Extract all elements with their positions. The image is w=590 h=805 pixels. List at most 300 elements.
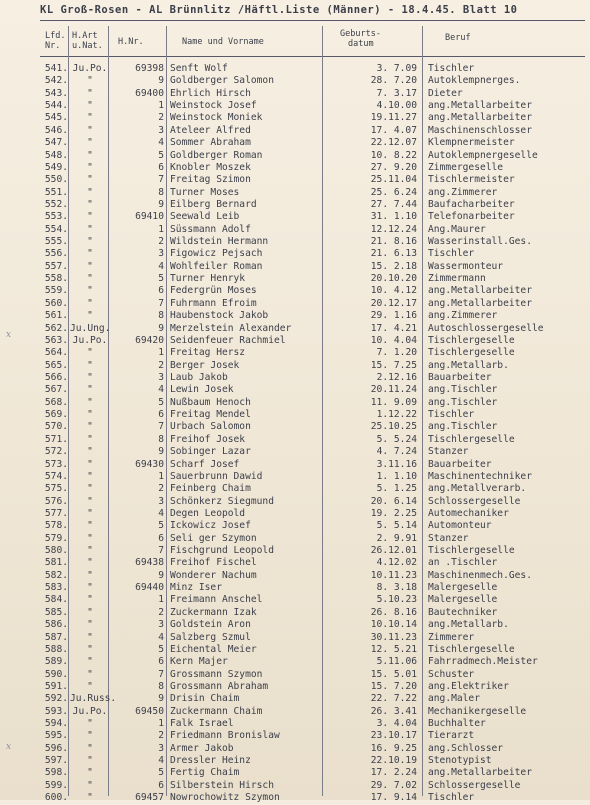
page-title: KL Groß-Rosen - AL Brünnlitz /Häftl.Liste (Männer) - 18.4.45. Blatt 10	[40, 4, 518, 16]
row-birthdate: 12. 5.21	[370, 643, 417, 655]
table-row	[0, 137, 590, 149]
row-number: 592.	[44, 693, 68, 705]
row-birthdate: 10. 8.22	[370, 149, 417, 161]
row-nationality: "	[87, 767, 93, 779]
row-nationality: "	[87, 124, 93, 136]
row-nationality: "	[87, 779, 93, 791]
row-number: 565.	[44, 359, 68, 371]
row-birthdate: 20.11.24	[370, 384, 417, 396]
row-prisoner-number: 1	[158, 470, 164, 482]
row-occupation: Autoschlossergeselle	[428, 322, 544, 334]
margin-mark: x	[6, 742, 12, 752]
row-nationality: "	[87, 137, 93, 149]
row-birthdate: 15. 2.18	[370, 260, 417, 272]
row-number: 586.	[44, 619, 68, 631]
row-number: 597.	[44, 755, 68, 767]
row-name: Eichental Meier	[170, 643, 257, 655]
row-occupation: Zimmerer	[428, 631, 475, 643]
row-number: 549.	[44, 161, 68, 173]
row-nationality: "	[87, 495, 93, 507]
row-birthdate: 5. 1.25	[376, 483, 417, 495]
row-birthdate: 25.11.04	[370, 174, 417, 186]
row-number: 590.	[44, 668, 68, 680]
table-row	[0, 174, 590, 186]
row-birthdate: 5.10.23	[376, 594, 417, 606]
table-row	[0, 743, 590, 755]
row-prisoner-number: 4	[158, 631, 164, 643]
row-prisoner-number: 3	[158, 495, 164, 507]
row-number: 581.	[44, 557, 68, 569]
row-occupation: Tischler	[428, 792, 475, 804]
table-row	[0, 607, 590, 619]
row-birthdate: 28. 7.20	[370, 75, 417, 87]
row-prisoner-number: 69440	[135, 582, 164, 594]
row-name: Laub Jakob	[170, 371, 228, 383]
row-name: Salzberg Szmul	[170, 631, 251, 643]
table-row	[0, 347, 590, 359]
row-nationality: "	[87, 260, 93, 272]
row-occupation: Maschinentechniker	[428, 470, 532, 482]
row-number: 568.	[44, 396, 68, 408]
row-nationality: Ju.Russ.	[70, 693, 117, 705]
row-birthdate: 26. 8.16	[370, 606, 417, 618]
row-birthdate: 15. 5.01	[370, 668, 417, 680]
row-number: 572.	[44, 446, 68, 458]
table-row	[0, 100, 590, 112]
row-prisoner-number: 9	[158, 198, 164, 210]
row-occupation: ang.Maler	[428, 693, 480, 705]
table-row	[0, 706, 590, 718]
prisoner-list	[0, 63, 590, 805]
row-name: Nowrochowitz Szymon	[170, 792, 280, 804]
row-prisoner-number: 6	[158, 161, 164, 173]
table-row	[0, 261, 590, 273]
row-name: Merzelstein Alexander	[170, 322, 292, 334]
table-row	[0, 570, 590, 582]
row-name: Eilberg Bernard	[170, 198, 257, 210]
row-number: 560.	[44, 297, 68, 309]
row-occupation: Tischlergeselle	[428, 347, 515, 359]
row-number: 583.	[44, 582, 68, 594]
row-number: 589.	[44, 656, 68, 668]
row-nationality: Ju.Ung.	[70, 322, 111, 334]
row-number: 570.	[44, 421, 68, 433]
table-row	[0, 199, 590, 211]
row-occupation: ang.Tischler	[428, 384, 498, 396]
row-nationality: "	[87, 458, 93, 470]
row-birthdate: 31. 1.10	[370, 211, 417, 223]
row-nationality: Ju.Po.	[72, 334, 108, 346]
row-name: Ickowicz Josef	[170, 520, 251, 532]
row-name: Freimann Anschel	[170, 594, 263, 606]
row-birthdate: 15. 7.25	[370, 359, 417, 371]
row-name: Fischgrund Leopold	[170, 545, 274, 557]
row-nationality: "	[87, 631, 93, 643]
row-name: Drisin Chaim	[170, 693, 240, 705]
row-number: 557.	[44, 260, 68, 272]
row-occupation: Autoklempnerges.	[428, 75, 521, 87]
row-number: 579.	[44, 532, 68, 544]
row-prisoner-number: 9	[158, 693, 164, 705]
row-birthdate: 23.10.17	[370, 730, 417, 742]
row-prisoner-number: 3	[158, 619, 164, 631]
row-birthdate: 2. 9.91	[376, 532, 417, 544]
header-rule	[40, 56, 585, 57]
row-number: 548.	[44, 149, 68, 161]
row-number: 571.	[44, 433, 68, 445]
row-occupation: Tierarzt	[428, 730, 475, 742]
row-birthdate: 27. 7.44	[370, 198, 417, 210]
row-prisoner-number: 69410	[135, 211, 164, 223]
row-nationality: "	[87, 421, 93, 433]
row-name: Dressler Heinz	[170, 755, 251, 767]
table-row	[0, 471, 590, 483]
row-nationality: "	[87, 409, 93, 421]
row-occupation: ang.Metallarbeiter	[428, 112, 532, 124]
table-row	[0, 273, 590, 285]
row-occupation: Stanzer	[428, 532, 469, 544]
row-birthdate: 25.10.25	[370, 421, 417, 433]
row-name: Turner Moses	[170, 186, 240, 198]
row-name: Figowicz Pejsach	[170, 248, 263, 260]
row-number: 593.	[44, 705, 68, 717]
row-nationality: "	[87, 359, 93, 371]
row-name: Degen Leopold	[170, 507, 246, 519]
row-number: 553.	[44, 211, 68, 223]
table-row	[0, 236, 590, 248]
row-nationality: "	[87, 211, 93, 223]
row-prisoner-number: 3	[158, 742, 164, 754]
row-prisoner-number: 69400	[135, 87, 164, 99]
row-number: 598.	[44, 767, 68, 779]
table-row	[0, 285, 590, 297]
row-prisoner-number: 69457	[135, 792, 164, 804]
row-name: Zuckermann Chaim	[170, 705, 263, 717]
row-birthdate: 15. 7.20	[370, 680, 417, 692]
row-prisoner-number: 69420	[135, 334, 164, 346]
row-nationality: "	[87, 507, 93, 519]
row-birthdate: 8. 3.18	[376, 582, 417, 594]
row-occupation: Tischler	[428, 409, 475, 421]
row-number: 567.	[44, 384, 68, 396]
table-row	[0, 310, 590, 322]
row-birthdate: 3. 4.04	[376, 718, 417, 730]
row-birthdate: 22.12.07	[370, 137, 417, 149]
table-row	[0, 619, 590, 631]
row-nationality: "	[87, 174, 93, 186]
row-prisoner-number: 2	[158, 606, 164, 618]
row-number: 591.	[44, 680, 68, 692]
table-row	[0, 434, 590, 446]
row-prisoner-number: 5	[158, 520, 164, 532]
row-occupation: Stenotypist	[428, 755, 492, 767]
row-prisoner-number: 8	[158, 680, 164, 692]
table-row	[0, 360, 590, 372]
row-birthdate: 3.11.16	[376, 458, 417, 470]
row-nationality: Ju.Po.	[72, 705, 108, 717]
row-name: Sauerbrunn Dawid	[170, 470, 263, 482]
row-name: Wildstein Hermann	[170, 236, 269, 248]
row-birthdate: 26.12.01	[370, 545, 417, 557]
row-nationality: "	[87, 433, 93, 445]
row-name: Freitag Szimon	[170, 174, 251, 186]
row-birthdate: 2.12.16	[376, 371, 417, 383]
row-nationality: "	[87, 384, 93, 396]
row-name: Freihof Fischel	[170, 557, 257, 569]
margin-mark: x	[6, 330, 12, 340]
row-occupation: Tischler	[428, 63, 475, 74]
row-nationality: "	[87, 569, 93, 581]
row-number: 566.	[44, 371, 68, 383]
row-nationality: "	[87, 248, 93, 260]
row-name: Goldstein Aron	[170, 619, 251, 631]
table-row	[0, 125, 590, 137]
row-prisoner-number: 5	[158, 396, 164, 408]
table-row	[0, 792, 590, 804]
row-prisoner-number: 6	[158, 285, 164, 297]
row-name: Friedmann Bronislaw	[170, 730, 280, 742]
row-name: Fuhrmann Efroim	[170, 297, 257, 309]
row-prisoner-number: 3	[158, 248, 164, 260]
row-number: 542.	[44, 75, 68, 87]
row-occupation: ang.Zimmerer	[428, 186, 498, 198]
row-number: 543.	[44, 87, 68, 99]
row-occupation: Mechanikergeselle	[428, 705, 527, 717]
row-birthdate: 25. 6.24	[370, 186, 417, 198]
row-number: 564.	[44, 347, 68, 359]
row-birthdate: 17. 2.24	[370, 767, 417, 779]
table-row	[0, 520, 590, 532]
row-occupation: Dieter	[428, 87, 463, 99]
row-prisoner-number: 69398	[135, 63, 164, 74]
table-row	[0, 669, 590, 681]
row-birthdate: 4. 7.24	[376, 446, 417, 458]
row-number: 544.	[44, 100, 68, 112]
header-name: Name und Vorname	[182, 37, 264, 47]
row-number: 556.	[44, 248, 68, 260]
row-birthdate: 4.12.02	[376, 557, 417, 569]
row-prisoner-number: 1	[158, 594, 164, 606]
table-row	[0, 644, 590, 656]
row-name: Lewin Josek	[170, 384, 234, 396]
row-number: 545.	[44, 112, 68, 124]
row-birthdate: 10. 4.04	[370, 334, 417, 346]
table-row	[0, 323, 590, 335]
row-nationality: "	[87, 532, 93, 544]
row-nationality: "	[87, 347, 93, 359]
row-occupation: Tischlergeselle	[428, 334, 515, 346]
row-occupation: Baufacharbeiter	[428, 198, 515, 210]
row-number: 582.	[44, 569, 68, 581]
row-prisoner-number: 6	[158, 656, 164, 668]
header-beruf: Beruf	[445, 33, 471, 43]
row-prisoner-number: 5	[158, 643, 164, 655]
row-occupation: ang.Tischler	[428, 396, 498, 408]
table-row	[0, 496, 590, 508]
row-prisoner-number: 2	[158, 112, 164, 124]
table-row	[0, 508, 590, 520]
header-datum: datum	[348, 39, 374, 49]
row-name: Nußbaum Henoch	[170, 396, 251, 408]
row-birthdate: 5. 5.24	[376, 433, 417, 445]
table-row	[0, 211, 590, 223]
row-prisoner-number: 5	[158, 767, 164, 779]
row-prisoner-number: 8	[158, 433, 164, 445]
row-nationality: Ju.Po.	[72, 63, 108, 74]
row-number: 552.	[44, 198, 68, 210]
table-row	[0, 483, 590, 495]
row-occupation: Bauarbeiter	[428, 458, 492, 470]
row-number: 595.	[44, 730, 68, 742]
table-row	[0, 421, 590, 433]
row-nationality: "	[87, 730, 93, 742]
row-birthdate: 11. 9.09	[370, 396, 417, 408]
row-birthdate: 29. 7.02	[370, 779, 417, 791]
row-occupation: Wassermonteur	[428, 260, 504, 272]
table-row	[0, 63, 590, 75]
row-occupation: Buchhalter	[428, 718, 486, 730]
row-name: Armer Jakob	[170, 742, 234, 754]
row-number: 558.	[44, 273, 68, 285]
row-occupation: ang.Elektriker	[428, 680, 509, 692]
row-occupation: Schuster	[428, 668, 475, 680]
row-name: Seewald Leib	[170, 211, 240, 223]
row-name: Goldberger Roman	[170, 149, 263, 161]
table-row	[0, 767, 590, 779]
row-number: 573.	[44, 458, 68, 470]
row-nationality: "	[87, 198, 93, 210]
row-birthdate: 30.11.23	[370, 631, 417, 643]
row-number: 599.	[44, 779, 68, 791]
row-prisoner-number: 7	[158, 668, 164, 680]
table-row	[0, 224, 590, 236]
row-nationality: "	[87, 668, 93, 680]
row-name: Freitag Mendel	[170, 409, 251, 421]
table-row	[0, 755, 590, 767]
table-row	[0, 632, 590, 644]
row-prisoner-number: 9	[158, 322, 164, 334]
table-row	[0, 594, 590, 606]
row-occupation: Zimmermann	[428, 273, 486, 285]
row-name: Grossmann Abraham	[170, 680, 269, 692]
header-h-nr: H.Nr.	[118, 37, 144, 47]
row-nationality: "	[87, 112, 93, 124]
row-occupation: ang.Zimmerer	[428, 310, 498, 322]
row-name: Berger Josek	[170, 359, 240, 371]
row-nationality: "	[87, 557, 93, 569]
row-name: Freihof Josek	[170, 433, 246, 445]
row-number: 588.	[44, 643, 68, 655]
header-u-nat: u.Nat.	[72, 41, 103, 51]
row-nationality: "	[87, 520, 93, 532]
row-birthdate: 4.10.00	[376, 100, 417, 112]
row-number: 578.	[44, 520, 68, 532]
row-nationality: "	[87, 656, 93, 668]
row-occupation: ang.Metallverarb.	[428, 483, 527, 495]
row-nationality: "	[87, 606, 93, 618]
row-occupation: an .Tischler	[428, 557, 498, 569]
row-number: 574.	[44, 470, 68, 482]
row-birthdate: 10. 4.12	[370, 285, 417, 297]
row-occupation: Tischlermeister	[428, 174, 515, 186]
row-occupation: ang.Metallarbeiter	[428, 297, 532, 309]
row-birthdate: 17. 4.21	[370, 322, 417, 334]
row-prisoner-number: 6	[158, 409, 164, 421]
row-prisoner-number: 2	[158, 483, 164, 495]
row-name: Weinstock Moniek	[170, 112, 263, 124]
row-name: Feinberg Chaim	[170, 483, 251, 495]
table-row	[0, 88, 590, 100]
table-row	[0, 459, 590, 471]
row-birthdate: 19.11.27	[370, 112, 417, 124]
row-birthdate: 21. 8.16	[370, 236, 417, 248]
row-birthdate: 19. 2.25	[370, 507, 417, 519]
table-row	[0, 75, 590, 87]
row-occupation: Bauarbeiter	[428, 371, 492, 383]
table-row	[0, 372, 590, 384]
row-birthdate: 1. 1.10	[376, 470, 417, 482]
table-row	[0, 187, 590, 199]
row-nationality: "	[87, 100, 93, 112]
row-number: 575.	[44, 483, 68, 495]
table-row	[0, 693, 590, 705]
row-name: Ehrlich Hirsch	[170, 87, 251, 99]
row-prisoner-number: 3	[158, 371, 164, 383]
row-nationality: "	[87, 273, 93, 285]
row-number: 555.	[44, 236, 68, 248]
row-name: Knobler Moszek	[170, 161, 251, 173]
table-row	[0, 780, 590, 792]
row-name: Senft Wolf	[170, 63, 228, 74]
row-birthdate: 29. 1.16	[370, 310, 417, 322]
row-birthdate: 10.10.14	[370, 619, 417, 631]
row-prisoner-number: 2	[158, 730, 164, 742]
row-nationality: "	[87, 87, 93, 99]
row-occupation: Ang.Maurer	[428, 223, 486, 235]
row-nationality: "	[87, 643, 93, 655]
row-number: 576.	[44, 495, 68, 507]
row-prisoner-number: 7	[158, 174, 164, 186]
row-birthdate: 22.10.19	[370, 755, 417, 767]
row-nationality: "	[87, 545, 93, 557]
row-occupation: ang.Metallarbeiter	[428, 285, 532, 297]
row-nationality: "	[87, 149, 93, 161]
row-prisoner-number: 9	[158, 446, 164, 458]
row-prisoner-number: 7	[158, 545, 164, 557]
row-prisoner-number: 3	[158, 124, 164, 136]
row-nationality: "	[87, 470, 93, 482]
row-prisoner-number: 7	[158, 421, 164, 433]
table-row	[0, 545, 590, 557]
table-row	[0, 112, 590, 124]
row-nationality: "	[87, 297, 93, 309]
table-row	[0, 656, 590, 668]
row-nationality: "	[87, 223, 93, 235]
row-name: Freitag Hersz	[170, 347, 246, 359]
row-birthdate: 10.11.23	[370, 569, 417, 581]
row-prisoner-number: 4	[158, 755, 164, 767]
title-rule	[40, 20, 585, 21]
row-nationality: "	[87, 594, 93, 606]
row-number: 561.	[44, 310, 68, 322]
row-name: Zuckermann Izak	[170, 606, 257, 618]
header-h-art: H.Art	[72, 31, 98, 41]
row-prisoner-number: 69438	[135, 557, 164, 569]
row-nationality: "	[87, 680, 93, 692]
row-prisoner-number: 69430	[135, 458, 164, 470]
row-nationality: "	[87, 755, 93, 767]
row-prisoner-number: 8	[158, 186, 164, 198]
